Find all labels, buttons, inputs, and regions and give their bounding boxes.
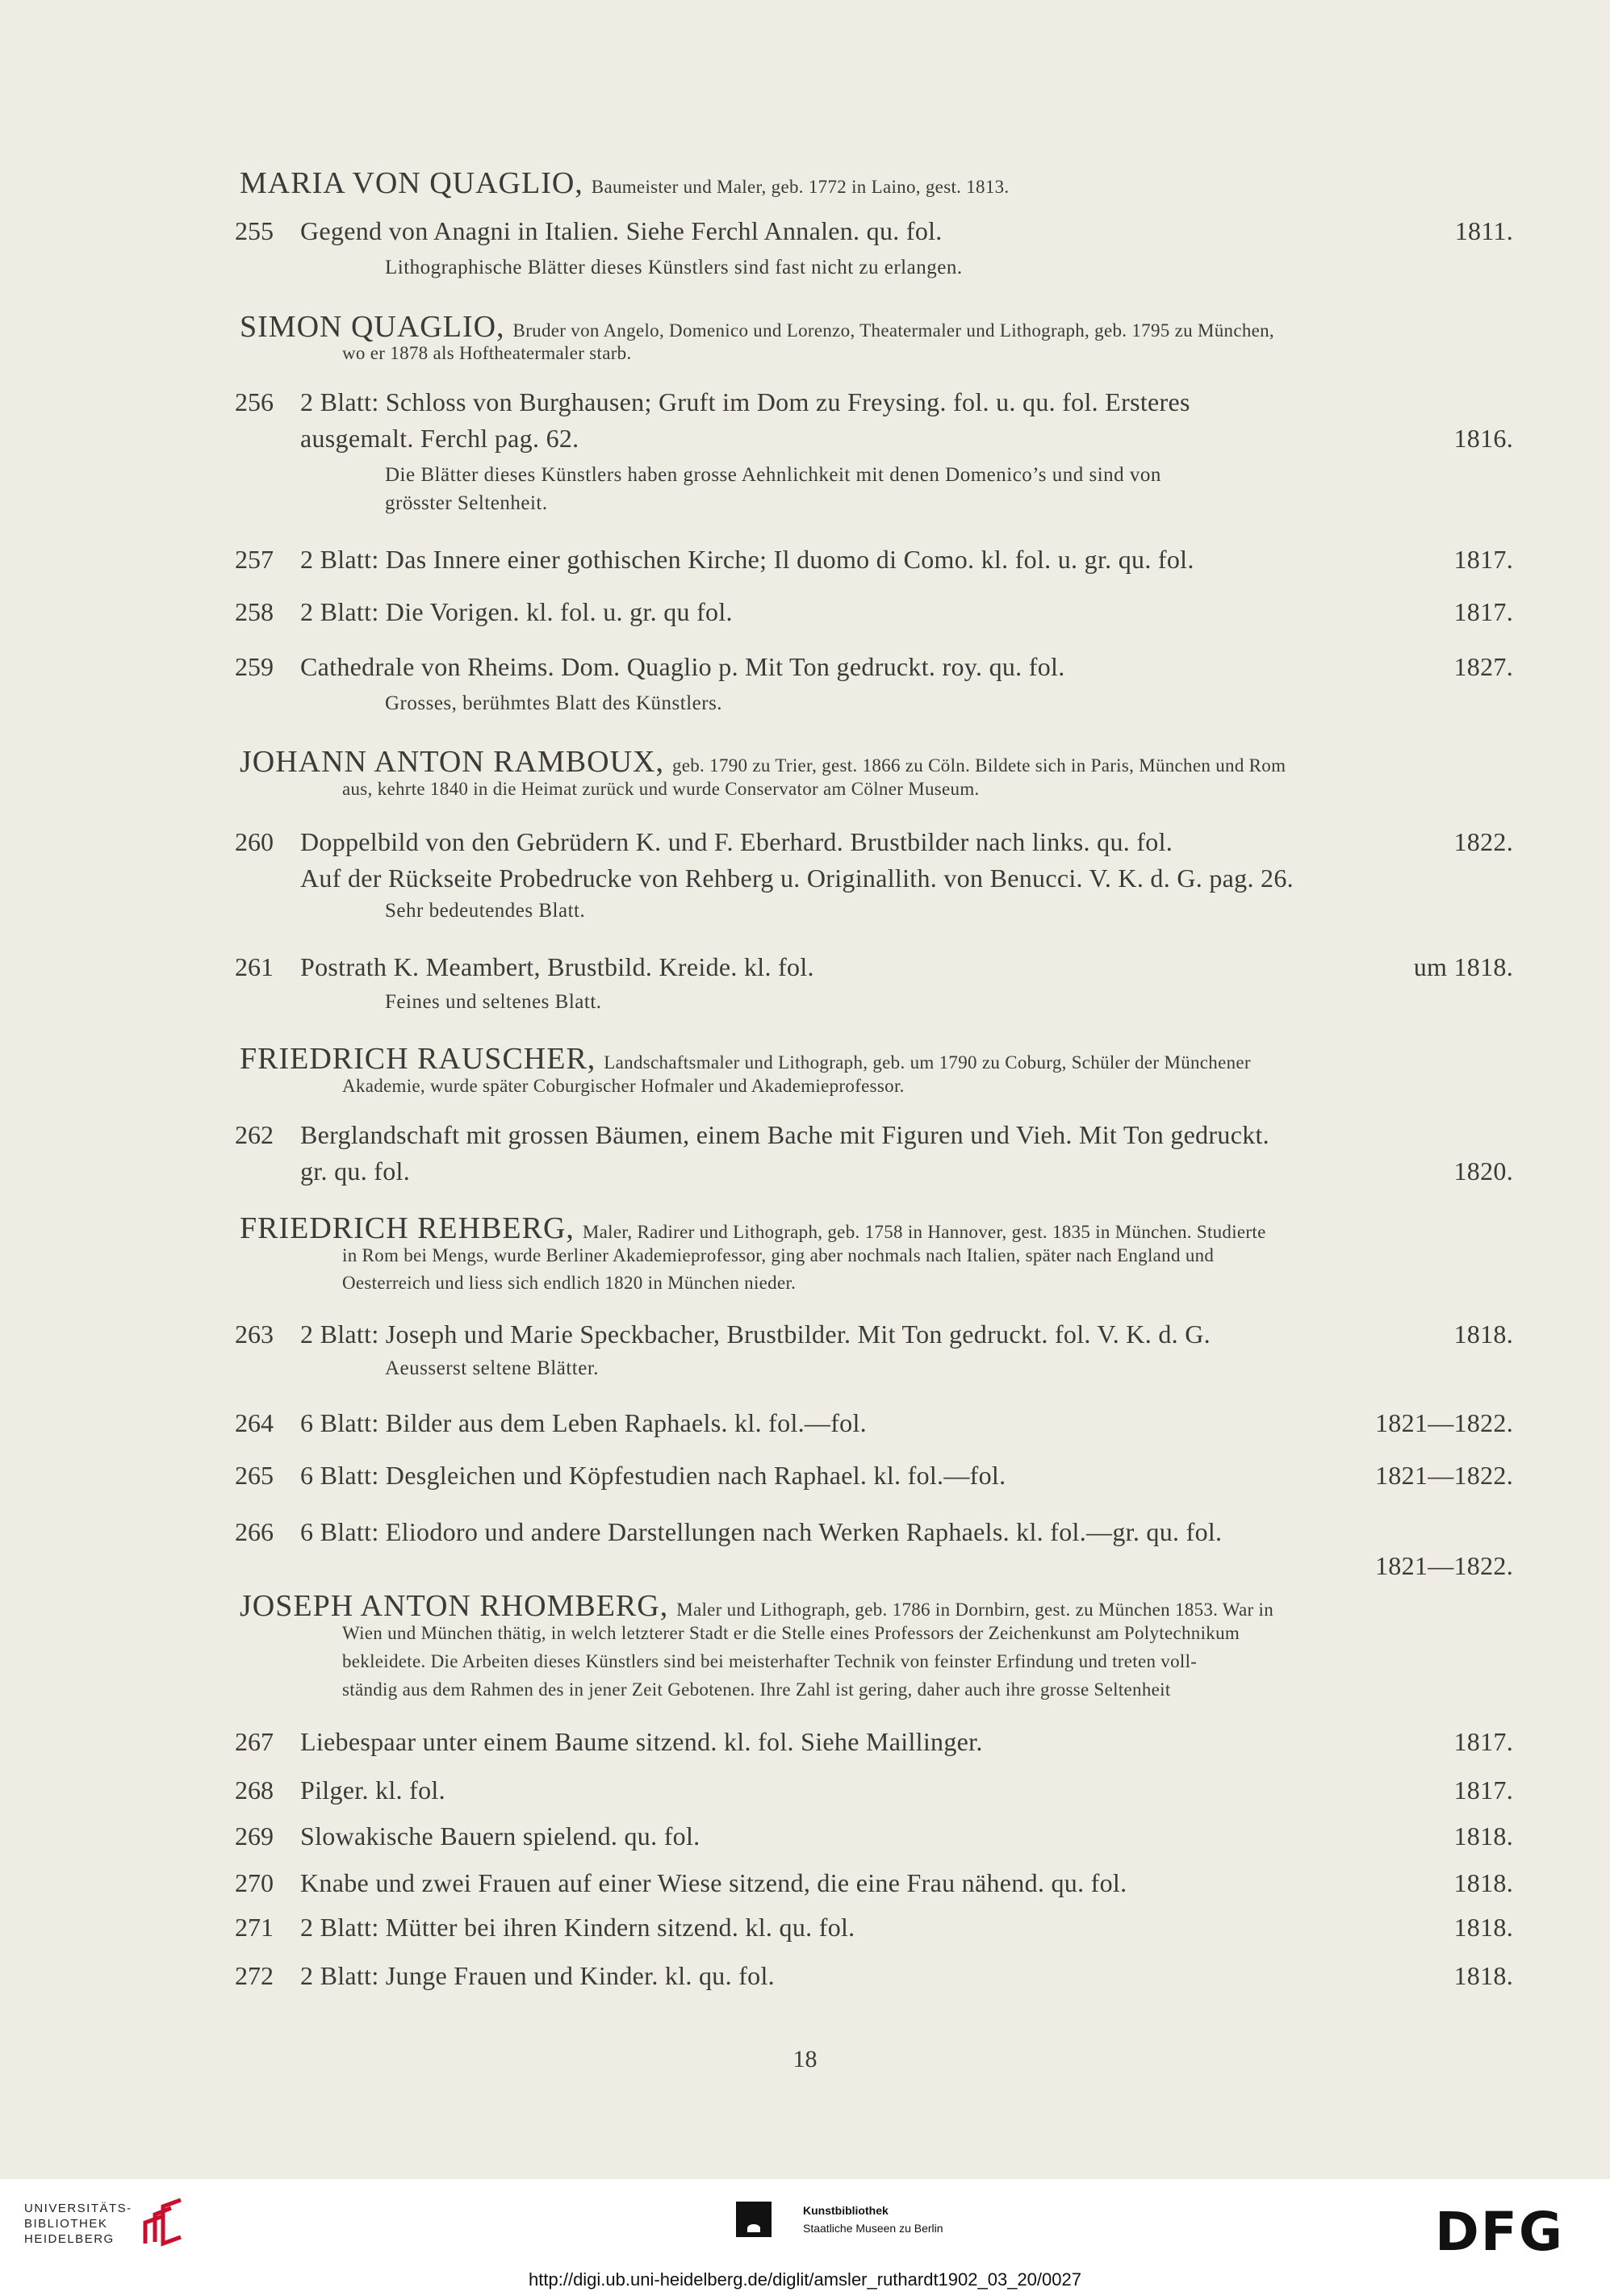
entry-text: 6 Blatt: Desgleichen und Köpfestudien nach Raphael. kl. fol.—fol. — [300, 1461, 1006, 1490]
entry-text: Postrath K. Meambert, Brustbild. Kreide. kl. fol. — [300, 952, 814, 981]
dfg-logo[interactable]: DFG — [1435, 2201, 1565, 2263]
artist-name: SIMON QUAGLIO, — [240, 310, 505, 344]
entry-number: 255 — [235, 216, 274, 245]
entry-text-cont: Auf der Rückseite Probedrucke von Rehberg u. Originallith. von Benucci. V. K. d. G. pag. 26. — [300, 864, 1294, 893]
entry-text: Berglandschaft mit grossen Bäumen, einem Bache mit Figuren und Vieh. Mit Ton gedruckt. — [300, 1120, 1269, 1149]
artist-bio: Landschaftsmaler und Lithograph, geb. um 1790 zu Coburg, Schüler der Münchener — [604, 1052, 1251, 1073]
entry-number: 264 — [235, 1408, 274, 1437]
artist-bio: Maler und Lithograph, geb. 1786 in Dornbirn, gest. zu München 1853. War in — [676, 1600, 1274, 1620]
uni-line: HEIDELBERG — [24, 2232, 115, 2246]
page-number: 18 — [792, 2046, 818, 2072]
entry-note: Die Blätter dieses Künstlers haben grosse Aehnlichkeit mit denen Domenico’s und sind von — [385, 464, 1161, 486]
entry-text: Gegend von Anagni in Italien. Siehe Ferchl Annalen. qu. fol. — [300, 216, 943, 245]
artist-name: FRIEDRICH REHBERG, — [240, 1211, 575, 1245]
entry-year: 1817. — [1453, 545, 1513, 574]
entry-year: 1818. — [1453, 1961, 1513, 1990]
entry-note: Sehr bedeutendes Blatt. — [385, 900, 586, 922]
artist-bio: aus, kehrte 1840 in die Heimat zurück und wurde Conservator am Cölner Museum. — [342, 779, 980, 799]
artist-bio: Akademie, wurde später Coburgischer Hofmaler und Akademieprofessor. — [342, 1076, 905, 1096]
uni-line: BIBLIOTHEK — [24, 2217, 108, 2231]
entry-number: 271 — [235, 1913, 274, 1942]
university-library-name — [24, 2201, 132, 2247]
artist-bio: Wien und München thätig, in welch letzterer Stadt er die Stelle eines Professors der Zeichenkunst am Polytechnikum — [342, 1623, 1240, 1643]
entry-year: 1818. — [1453, 1868, 1513, 1897]
entry-year: 1817. — [1453, 1775, 1513, 1805]
entry-text: Pilger. kl. fol. — [300, 1775, 445, 1805]
entry-year: 1821—1822. — [1375, 1461, 1513, 1490]
entry-text-cont: ausgemalt. Ferchl pag. 62. — [300, 424, 579, 453]
entry-text: 2 Blatt: Die Vorigen. kl. fol. u. gr. qu fol. — [300, 597, 733, 626]
entry-text: Knabe und zwei Frauen auf einer Wiese sitzend, die eine Frau nähend. qu. fol. — [300, 1868, 1127, 1897]
artist-name: JOSEPH ANTON RHOMBERG, — [240, 1589, 669, 1623]
university-logo-icon[interactable] — [139, 2197, 187, 2247]
entry-number: 256 — [235, 387, 274, 416]
entry-number: 269 — [235, 1821, 274, 1851]
entry-number: 260 — [235, 827, 274, 856]
artist-bio: Bruder von Angelo, Domenico und Lorenzo, Theatermaler und Lithograph, geb. 1795 zu München, — [512, 320, 1274, 341]
artist-bio: geb. 1790 zu Trier, gest. 1866 zu Cöln. Bildete sich in Paris, München und Rom — [671, 755, 1286, 776]
entry-year: 1817. — [1453, 597, 1513, 626]
artist-name: JOHANN ANTON RAMBOUX, — [240, 745, 664, 779]
entry-text: 2 Blatt: Das Innere einer gothischen Kirche; Il duomo di Como. kl. fol. u. gr. qu. fol. — [300, 545, 1194, 574]
artist-name: FRIEDRICH RAUSCHER, — [240, 1042, 596, 1076]
entry-text: Cathedrale von Rheims. Dom. Quaglio p. Mit Ton gedruckt. roy. qu. fol. — [300, 652, 1065, 681]
entry-note: Aeusserst seltene Blätter. — [385, 1357, 600, 1379]
kunstbibliothek-logo-icon[interactable] — [736, 2202, 772, 2237]
page-url-link[interactable]: http://digi.ub.uni-heidelberg.de/diglit/amsler_ruthardt1902_03_20/0027 — [529, 2269, 1081, 2290]
entry-number: 268 — [235, 1775, 274, 1805]
entry-text: Slowakische Bauern spielend. qu. fol. — [300, 1821, 700, 1851]
entry-year: 1817. — [1453, 1727, 1513, 1756]
entry-number: 259 — [235, 652, 274, 681]
entry-year: 1820. — [1453, 1156, 1513, 1186]
artist-bio: Oesterreich und liess sich endlich 1820 in München nieder. — [342, 1273, 797, 1293]
entry-number: 272 — [235, 1961, 274, 1990]
entry-number: 265 — [235, 1461, 274, 1490]
entry-note: Lithographische Blätter dieses Künstlers sind fast nicht zu erlangen. — [385, 257, 963, 278]
artist-heading — [240, 1041, 1251, 1077]
artist-heading — [240, 309, 1274, 345]
artist-bio: Maler, Radirer und Lithograph, geb. 1758 in Hannover, gest. 1835 in München. Studierte — [582, 1222, 1266, 1242]
entry-text: 2 Blatt: Joseph und Marie Speckbacher, Brustbilder. Mit Ton gedruckt. fol. V. K. d. G. — [300, 1319, 1211, 1349]
entry-number: 270 — [235, 1868, 274, 1897]
artist-bio: in Rom bei Mengs, wurde Berliner Akademieprofessor, ging aber nochmals nach Italien, später nach England und — [342, 1245, 1215, 1265]
artist-heading — [240, 1588, 1273, 1624]
entry-number: 263 — [235, 1319, 274, 1349]
uni-line: UNIVERSITÄTS- — [24, 2202, 132, 2215]
entry-year: 1827. — [1453, 652, 1513, 681]
artist-bio: wo er 1878 als Hoftheatermaler starb. — [342, 343, 632, 363]
artist-bio: bekleidete. Die Arbeiten dieses Künstlers sind bei meisterhafter Technik von feinster Erfindung und treten voll- — [342, 1651, 1198, 1671]
entry-number: 267 — [235, 1727, 274, 1756]
entry-text: 2 Blatt: Schloss von Burghausen; Gruft im Dom zu Freysing. fol. u. qu. fol. Ersteres — [300, 387, 1190, 416]
entry-year: 1818. — [1453, 1821, 1513, 1851]
artist-bio: ständig aus dem Rahmen des in jener Zeit Gebotenen. Ihre Zahl ist gering, daher auch ihre grosse Seltenheit — [342, 1679, 1171, 1700]
entry-number: 266 — [235, 1517, 274, 1546]
entry-note-cont: grösster Seltenheit. — [385, 492, 548, 514]
kb-subtitle: Staatliche Museen zu Berlin — [803, 2222, 943, 2235]
entry-note: Grosses, berühmtes Blatt des Künstlers. — [385, 692, 723, 714]
artist-name: MARIA VON QUAGLIO, — [240, 166, 583, 200]
entry-text: 6 Blatt: Bilder aus dem Leben Raphaels. kl. fol.—fol. — [300, 1408, 867, 1437]
entry-number: 258 — [235, 597, 274, 626]
entry-text: 2 Blatt: Junge Frauen und Kinder. kl. qu. fol. — [300, 1961, 775, 1990]
entry-year: 1811. — [1454, 216, 1513, 245]
entry-number: 261 — [235, 952, 274, 981]
artist-bio: Baumeister und Maler, geb. 1772 in Laino, gest. 1813. — [591, 177, 1010, 197]
entry-text: 2 Blatt: Mütter bei ihren Kindern sitzend. kl. qu. fol. — [300, 1913, 855, 1942]
entry-text: Doppelbild von den Gebrüdern K. und F. Eberhard. Brustbilder nach links. qu. fol. — [300, 827, 1173, 856]
entry-year: 1822. — [1453, 827, 1513, 856]
entry-text: 6 Blatt: Eliodoro und andere Darstellungen nach Werken Raphaels. kl. fol.—gr. qu. fol. — [300, 1517, 1223, 1546]
entry-year: 1816. — [1453, 424, 1513, 453]
kunstbibliothek-label — [803, 2202, 943, 2237]
artist-heading — [240, 1211, 1266, 1246]
artist-heading — [240, 744, 1286, 780]
entry-year: 1821—1822. — [1375, 1408, 1513, 1437]
entry-year: 1818. — [1453, 1319, 1513, 1349]
entry-year: 1821—1822. — [1375, 1551, 1513, 1580]
entry-text-cont: gr. qu. fol. — [300, 1156, 411, 1186]
entry-number: 257 — [235, 545, 274, 574]
entry-year: 1818. — [1453, 1913, 1513, 1942]
entry-year: um 1818. — [1413, 952, 1513, 981]
entry-number: 262 — [235, 1120, 274, 1149]
entry-note: Feines und seltenes Blatt. — [385, 991, 602, 1013]
artist-heading — [240, 165, 1010, 201]
kb-title: Kunstbibliothek — [803, 2204, 889, 2217]
entry-text: Liebespaar unter einem Baume sitzend. kl. fol. Siehe Maillinger. — [300, 1727, 983, 1756]
